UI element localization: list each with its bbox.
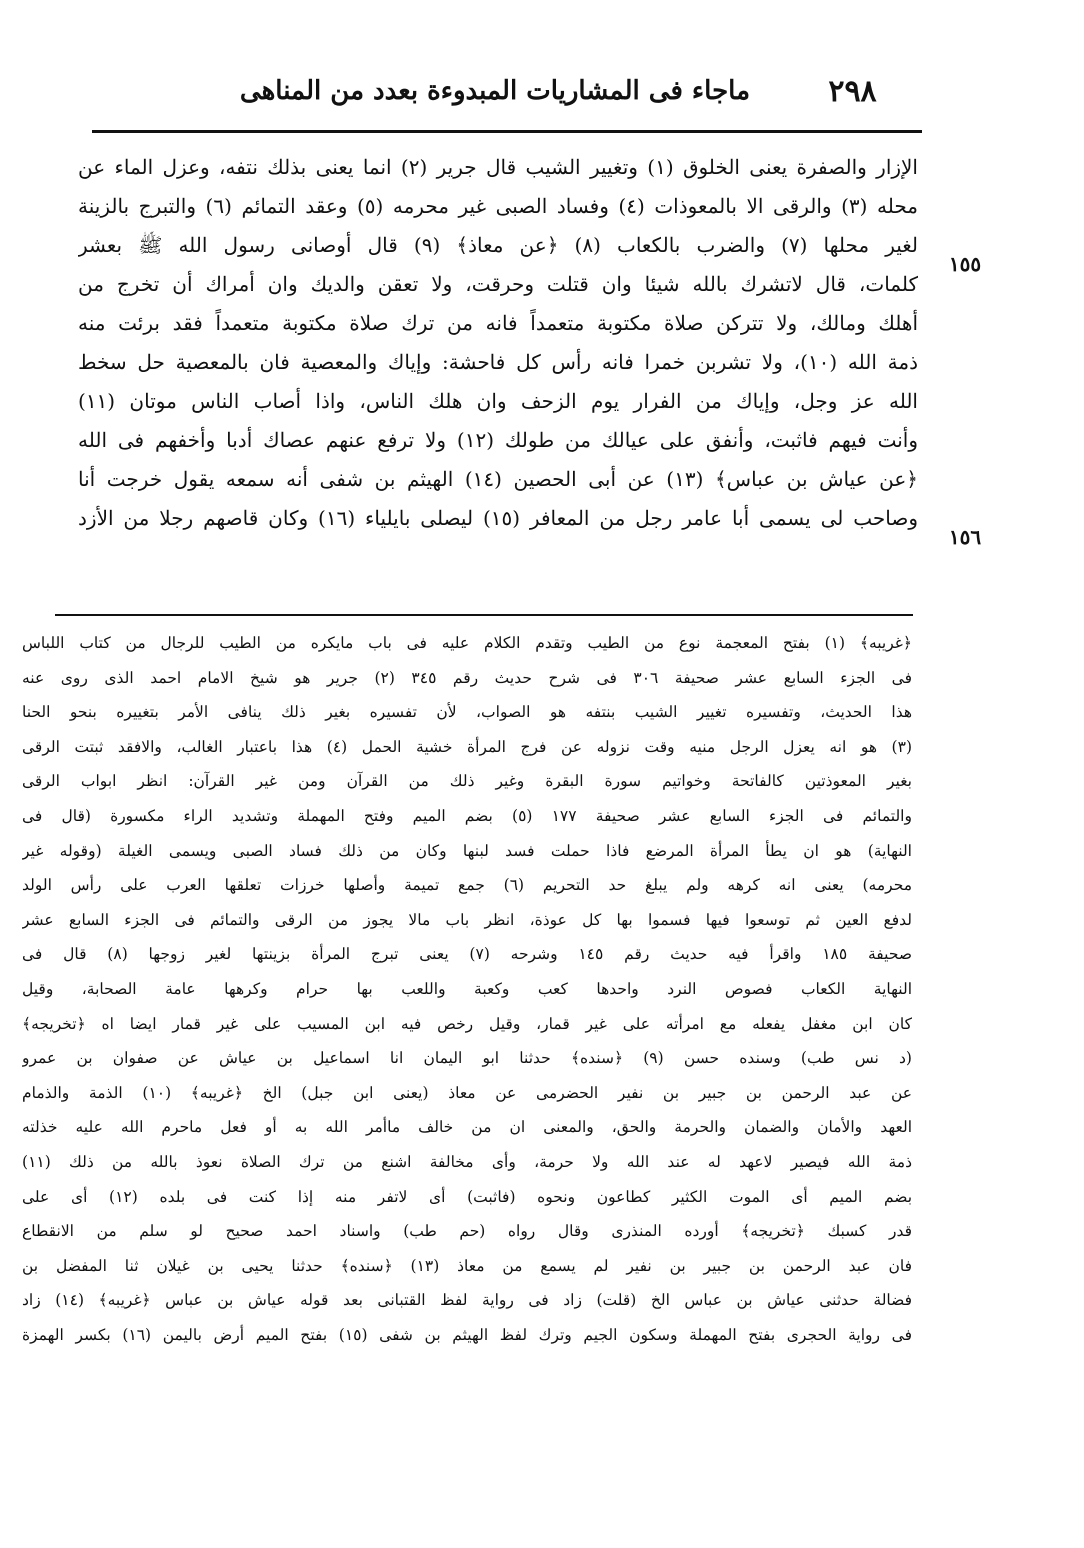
- footnote-divider: [55, 614, 913, 616]
- footnote-line: لدفع العين ثم توسعوا فيها فسموا بها كل عوذة، انظر باب مالا يجوز من الرقى والتمائم فى الجزء السابع عشر: [22, 910, 912, 929]
- text-line: ﴿عن عياش بن عباس﴾ (١٣) عن أبى الحصين (١٤) الهيثم بن شفى أنه سمعه يقول خرجت أنا: [78, 467, 918, 491]
- footnote-line: فى الجزء السابع عشر صحيفة ٣٠٦ فى شرح حديث رقم ٣٤٥ (٢) جرير هو شيخ الامام احمد الذى روى عنه: [22, 668, 912, 687]
- footnote-line: (٣) هو انه يعزل الرجل منيه وقت نزوله عن فرج المرأة خشية الحمل (٤) هذا باعتبار الغالب، والافقد ثبتت الرقى: [22, 737, 912, 756]
- hadith-number: ١٥٥: [948, 252, 982, 276]
- text-line: كلمات، قال لاتشرك بالله شيئا وان قتلت وحرقت، ولا تعقن والديك وان أمراك أن تخرج من: [78, 272, 918, 296]
- footnote-line: (د نس طب) وسنده حسن (٩) ﴿سنده﴾ حدثنا ابو اليمان انا اسماعيل بن عياش عن صفوان بن عمرو: [22, 1049, 912, 1068]
- text-line: ذمة الله (١٠)، ولا تشربن خمرا فانه رأس كل فاحشة: وإياك والمعصية فان بالمعصية حل سخط: [78, 350, 918, 374]
- footnote-line: عن عبد الرحمن بن جبير بن نفير الحضرمى عن معاذ (يعنى ابن جبل) الخ ﴿غريبه﴾ (١٠) الذمة والذمام: [22, 1083, 912, 1102]
- footnote-line: ﴿غريبه﴾ (١) بفتح المعجمة نوع من الطيب وتقدم الكلام عليه فى باب مايكره من الطيب للرجال من كتاب اللباس: [22, 634, 912, 652]
- text-line: الإزار والصفرة يعنى الخلوق (١) وتغيير الشيب قال جرير (٢) انما يعنى بذلك نتفه، وعزل الماء عن: [78, 155, 918, 179]
- footnote-line: ذمة الله فيصير لاعهد له عند الله ولا حرمة، وأى مخالفة اشنع من ترك الصلاة نعوذ بالله من ذلك (١١): [22, 1152, 912, 1171]
- text-line: وأنت فيهم فاثبت، وأنفق على عيالك من طولك (١٢) ولا ترفع عنهم عصاك أدبا وأخفهم فى الله: [78, 428, 918, 452]
- footnote-line: فى رواية الحجرى بفتح المهملة وسكون الجيم وترك لفظ الهيثم بن شفى (١٥) بفتح الميم أرض باليمن (١٦) بكسر الهمزة: [22, 1325, 912, 1344]
- footnote-line: بضم الميم أى الموت الكثير كطاعون ونحوه (فاثبت) أى لاتفر منه إذا كنت فى بلده (١٢) أى على: [22, 1187, 912, 1206]
- text-line: أهلك ومالك، ولا تتركن صلاة مكتوبة متعمداً فانه من ترك صلاة مكتوبة متعمداً فقد برئت منه: [78, 311, 918, 335]
- footnote-line: النهاية الكعاب فصوص النرد واحدها كعب وكعبة واللعب بها حرام وكرهها عامة الصحابة، وقيل: [22, 979, 912, 998]
- main-text: [78, 148, 918, 538]
- footnote-line: فضالة حدثنى عياش بن عباس الخ (قلت) زاد فى رواية لفظ القتبانى بعد قوله عياش بن عباس ﴿غريبه﴾ (١٤) زاد: [22, 1291, 912, 1310]
- footnote-line: العهد والأمان والضمان والحرمة والحق، والمعنى ان من خالف ماأمر الله به أو فعل ماحرم الله عليه خذلته: [22, 1118, 912, 1137]
- header-rule: [92, 130, 922, 133]
- footnote-line: محرمه) يعنى انه كرهه ولم يبلغ حد التحريم (٦) جمع تميمة وأصلها خرزات تعلقها العرب على رأس الولد: [22, 876, 912, 895]
- text-line: محله (٣) والرقى الا بالمعوذات (٤) وفساد الصبى غير محرمه (٥) وعقد التمائم (٦) والتبرج بالزينة: [78, 194, 918, 218]
- footnote-line: صحيفة ١٨٥ واقرأ فيه حديث رقم ١٤٥ وشرحه (٧) يعنى تبرج المرأة بزينتها لغير زوجها (٨) قال فى: [22, 945, 912, 964]
- footnote-line: هذا الحديث، وتفسيره تغيير الشيب بنتفه هو الصواب، لأن تفسيره بغير ذلك ينافى الأمر بتغييره بنحو الحنا: [22, 703, 912, 722]
- text-line: الله عز وجل، وإياك من الفرار يوم الزحف وان هلك الناس، واذا أصاب الناس موتان (١١): [78, 389, 918, 413]
- page-title: ماجاء فى المشاريات المبدوءة بعدد من المناهى: [239, 76, 750, 106]
- footnotes: [22, 626, 912, 1352]
- footnote-line: النهاية) هو ان يطأ المرأة المرضع فاذا حملت فسد لبنها وكان من ذلك فساد الصبى ويسمى الغيلة (وقوله غير: [22, 841, 912, 860]
- footnote-line: والتمائم فى الجزء السابع عشر صحيفة ١٧٧ (٥) بضم الميم وفتح المهملة وتشديد الراء مكسورة (قال فى: [22, 806, 912, 825]
- text-line: وصاحب لى يسمى أبا عامر رجل من المعافر (١٥) ليصلى بايلياء (١٦) وكان قاصهم رجلا من الأزد: [78, 506, 918, 530]
- page-number: ٢٩٨: [828, 74, 877, 109]
- hadith-number: ١٥٦: [948, 525, 982, 549]
- page-header: [0, 60, 1084, 140]
- footnote-line: بغير المعوذتين كالفاتحة وخواتيم سورة البقرة وغير ذلك من القرآن ومن غير القرآن: انظر ابواب الرقى: [22, 772, 912, 791]
- footnote-line: فان عبد الرحمن بن جبير بن نفير لم يسمع من معاذ (١٣) ﴿سنده﴾ حدثنا يحيى بن غيلان ثنا المفضل بن: [22, 1256, 912, 1275]
- footnote-line: قدر كسبك ﴿تخريجه﴾ أورده المنذرى وقال رواه (حم طب) واسناد احمد صحيح لو سلم من الانقطاع: [22, 1222, 912, 1241]
- footnote-line: كان ابن مغفل يفعله مع امرأته على غير قمار، وقيل رخص فيه ابن المسيب على غير قمار ايضا اه ﴿تخريجه﴾: [22, 1014, 912, 1033]
- text-line: لغير محلها (٧) والضرب بالكعاب (٨) ﴿عن معاذ﴾ (٩) قال أوصانى رسول الله ﷺ بعشر: [78, 233, 918, 257]
